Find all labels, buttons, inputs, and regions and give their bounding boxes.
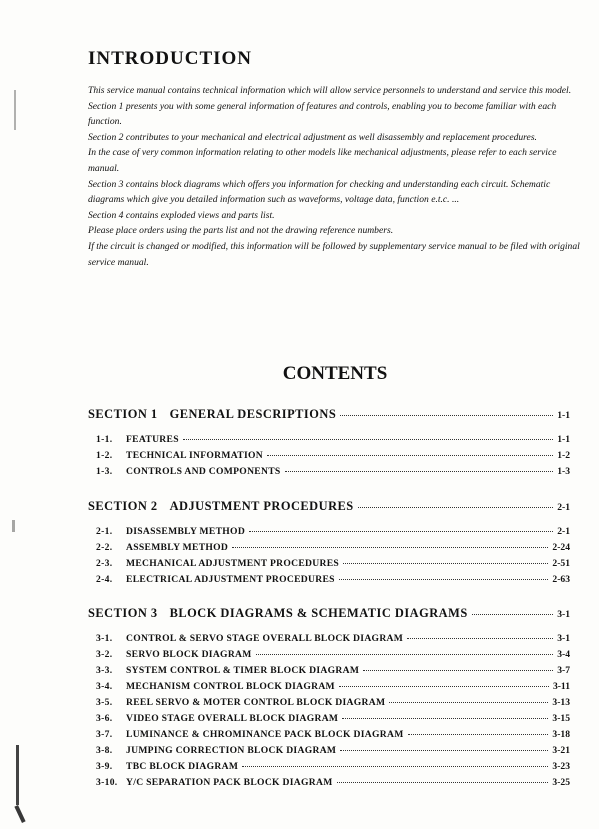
dot-leader — [472, 614, 553, 615]
dot-leader — [340, 750, 548, 751]
section-title: ADJUSTMENT PROCEDURES — [169, 499, 354, 513]
section-title: BLOCK DIAGRAMS & SCHEMATIC DIAGRAMS — [169, 606, 468, 620]
toc-item-3-3[interactable] — [96, 665, 570, 676]
toc-item-3-10[interactable] — [96, 777, 570, 788]
scan-artifact — [12, 520, 15, 532]
item-number: 3-10. — [96, 777, 118, 788]
toc-section-1[interactable] — [88, 407, 570, 422]
dot-leader — [249, 531, 553, 532]
dot-leader — [389, 702, 548, 703]
item-number: 2-1. — [96, 526, 113, 537]
dot-leader — [267, 455, 553, 456]
item-number: 3-9. — [96, 761, 113, 772]
intro-paragraph: This service manual contains technical information which will allow service personnels to understand and service this model. — [88, 85, 572, 96]
page-number: 3-23 — [552, 761, 570, 772]
dot-leader — [358, 507, 554, 508]
item-title: CONTROL & SERVO STAGE OVERALL BLOCK DIAGRAM — [126, 633, 404, 644]
toc-item-3-1[interactable] — [96, 633, 570, 644]
page-number: 3-7 — [557, 665, 570, 676]
dot-leader — [337, 782, 549, 783]
dot-leader — [183, 439, 553, 440]
item-title: ASSEMBLY METHOD — [126, 542, 229, 553]
dot-leader — [343, 563, 548, 564]
scan-artifact — [14, 90, 16, 130]
toc-item-3-5[interactable] — [96, 697, 570, 708]
dot-leader — [339, 686, 549, 687]
item-number: 3-2. — [96, 649, 113, 660]
page-number: 1-1 — [557, 434, 570, 445]
item-number: 3-5. — [96, 697, 113, 708]
dot-leader — [285, 471, 554, 472]
intro-paragraph: Section 3 contains block diagrams which offers you information for checking and understanding each circuit. Schematic diagrams which give you detailed information such as waveforms, voltage data, function e.t.c. ... — [88, 178, 551, 206]
toc-section-3[interactable] — [88, 606, 570, 621]
page-number: 3-11 — [552, 681, 570, 692]
dot-leader — [339, 579, 549, 580]
page-number: 2-1 — [557, 526, 570, 537]
item-title: TECHNICAL INFORMATION — [126, 450, 263, 461]
item-title: Y/C SEPARATION PACK BLOCK DIAGRAM — [126, 777, 333, 788]
toc-item-2-2[interactable] — [96, 542, 570, 553]
section-label: SECTION 2 — [88, 499, 158, 513]
page-number: 2-51 — [552, 558, 570, 569]
page-number: 2-63 — [552, 574, 570, 585]
intro-paragraph: Section 1 presents you with some general information of features and controls, enabling you to become familiar with each function. — [88, 100, 557, 128]
page-number: 1-3 — [557, 466, 570, 477]
item-number: 2-3. — [96, 558, 113, 569]
page-number: 3-18 — [552, 729, 570, 740]
dot-leader — [232, 547, 548, 548]
item-number: 3-3. — [96, 665, 113, 676]
page-number: 3-1 — [557, 609, 570, 620]
item-title: FEATURES — [126, 434, 179, 445]
toc-section-2[interactable] — [88, 499, 570, 514]
intro-paragraph: Please place orders using the parts list and not the drawing reference numbers. — [88, 225, 394, 237]
dot-leader — [342, 718, 548, 719]
page-number: 1-2 — [557, 450, 570, 461]
contents-heading: CONTENTS — [282, 363, 388, 384]
item-title: SERVO BLOCK DIAGRAM — [126, 649, 252, 660]
section-label: SECTION 3 — [88, 606, 158, 620]
toc-item-3-6[interactable] — [96, 713, 570, 724]
item-title: REEL SERVO & MOTER CONTROL BLOCK DIAGRAM — [126, 697, 386, 708]
item-number: 3-7. — [96, 729, 113, 740]
toc-item-3-2[interactable] — [96, 649, 570, 660]
toc-item-1-2[interactable] — [96, 450, 570, 461]
dot-leader — [256, 654, 554, 655]
item-number: 3-1. — [96, 633, 113, 644]
item-number: 3-4. — [96, 681, 113, 692]
dot-leader — [408, 734, 549, 735]
dot-leader — [340, 415, 553, 416]
item-title: TBC BLOCK DIAGRAM — [126, 761, 239, 772]
page-number: 2-1 — [557, 502, 570, 513]
item-title: MECHANICAL ADJUSTMENT PROCEDURES — [126, 558, 340, 569]
toc-item-2-4[interactable] — [96, 574, 570, 585]
item-number: 2-2. — [96, 542, 113, 553]
dot-leader — [363, 670, 553, 671]
toc-item-3-8[interactable] — [96, 745, 570, 756]
scan-artifact — [16, 745, 19, 805]
page-number: 3-1 — [557, 633, 570, 644]
page-number: 3-21 — [552, 745, 570, 756]
page-number: 3-4 — [557, 649, 570, 660]
toc-item-2-1[interactable] — [96, 526, 570, 537]
item-title: JUMPING CORRECTION BLOCK DIAGRAM — [126, 745, 337, 756]
dot-leader — [407, 638, 553, 639]
dot-leader — [242, 766, 548, 767]
item-title: LUMINANCE & CHROMINANCE PACK BLOCK DIAGRAM — [126, 729, 404, 740]
section-title: GENERAL DESCRIPTIONS — [169, 407, 337, 421]
intro-paragraph: If the circuit is changed or modified, this information will be followed by supplementary service manual to be filed with original service manual. — [88, 240, 580, 268]
item-title: DISASSEMBLY METHOD — [126, 526, 246, 537]
item-number: 3-8. — [96, 745, 113, 756]
intro-paragraph: Section 2 contributes to your mechanical and electrical adjustment as well disassembly and replacement procedures. — [88, 131, 537, 143]
introduction-heading: INTRODUCTION — [88, 48, 253, 69]
item-title: SYSTEM CONTROL & TIMER BLOCK DIAGRAM — [126, 665, 360, 676]
item-title: VIDEO STAGE OVERALL BLOCK DIAGRAM — [126, 713, 339, 724]
toc-item-3-9[interactable] — [96, 761, 570, 772]
item-number: 2-4. — [96, 574, 113, 585]
page-number: 3-15 — [552, 713, 570, 724]
page-number: 1-1 — [557, 410, 570, 421]
page-number: 3-13 — [552, 697, 570, 708]
toc-item-2-3[interactable] — [96, 558, 570, 569]
item-number: 1-1. — [96, 434, 113, 445]
item-title: ELECTRICAL ADJUSTMENT PROCEDURES — [126, 574, 335, 585]
item-number: 1-2. — [96, 450, 113, 461]
intro-paragraph: In the case of very common information relating to other models like mechanical adjustments, please refer to each service manual. — [88, 147, 557, 174]
toc-item-1-3[interactable] — [96, 466, 570, 477]
toc-item-3-4[interactable] — [96, 681, 570, 692]
item-number: 1-3. — [96, 466, 113, 477]
item-title: MECHANISM CONTROL BLOCK DIAGRAM — [126, 681, 335, 692]
item-number: 3-6. — [96, 713, 113, 724]
section-label: SECTION 1 — [88, 407, 158, 421]
page-number: 3-25 — [552, 777, 570, 788]
toc-item-3-7[interactable] — [96, 729, 570, 740]
intro-paragraph: Section 4 contains exploded views and parts list. — [88, 209, 275, 221]
page-number: 2-24 — [552, 542, 570, 553]
item-title: CONTROLS AND COMPONENTS — [126, 466, 281, 477]
toc-item-1-1[interactable] — [96, 434, 570, 445]
